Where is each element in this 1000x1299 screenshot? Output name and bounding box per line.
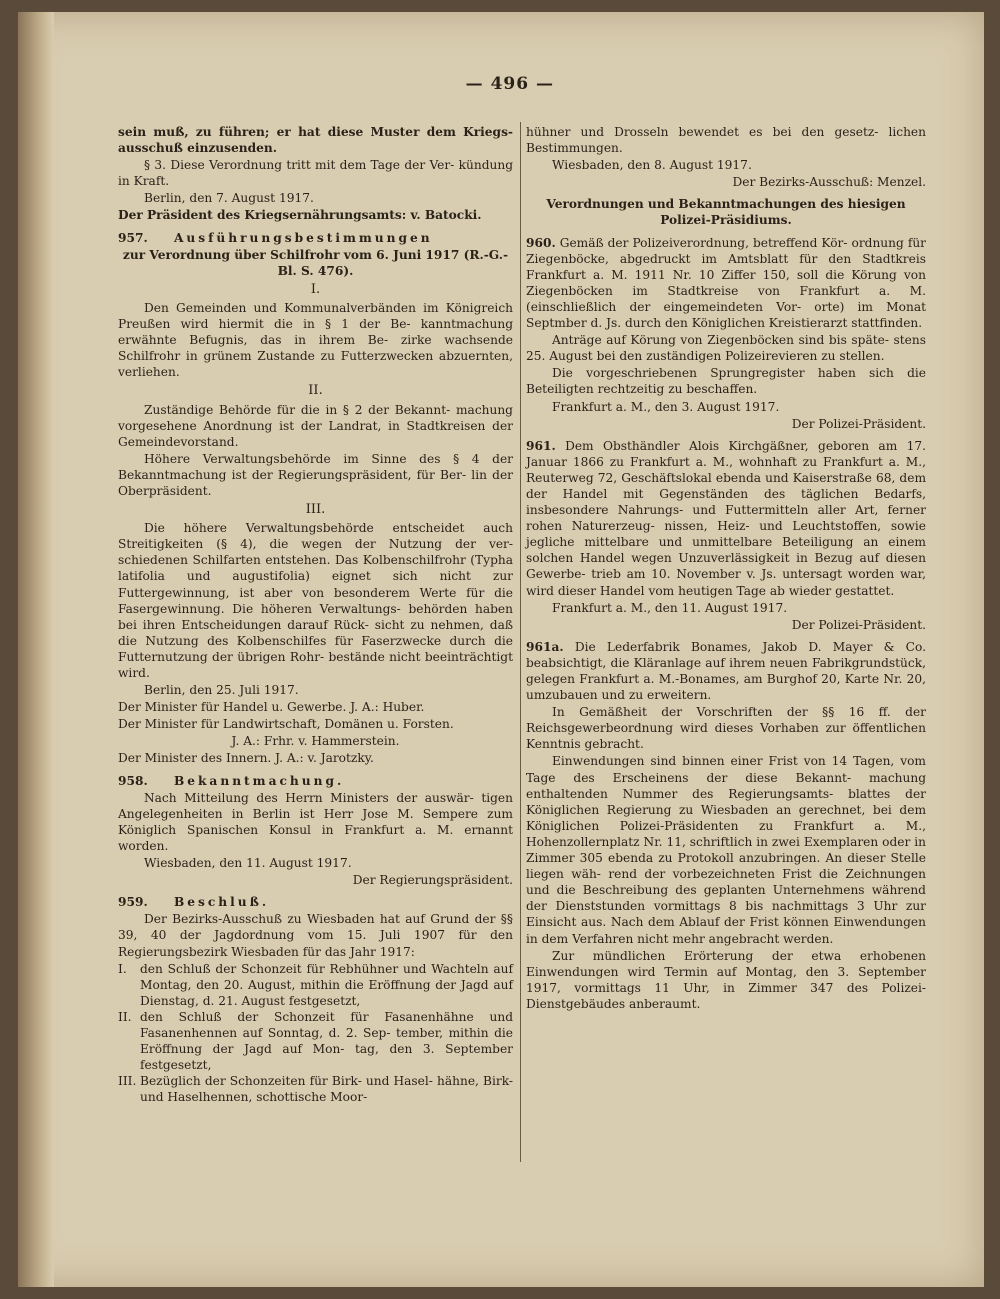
- signature: J. A.: Frhr. v. Hammerstein.: [231, 734, 400, 749]
- list-label: II.: [118, 1009, 132, 1024]
- paragraph: Zur mündlichen Erörterung der etwa erhobenen Einwendungen wird Termin auf Montag, den 3. September 1917, vormittags 11 Uhr, in Zimmer 347 des Polizei-Dienstgebäudes anberaumt.: [526, 948, 926, 1011]
- paragraph: Dem Obsthändler Alois Kirchgäßner, geboren am 17. Januar 1866 zu Frankfurt a. M., wohnhaft zu Frankfurt a. M., Reuterweg 72, Geschäftslokal ebenda und Kaiserstraße 68, dem der Handel mit Gegenständen des täglichen Bedarfs, insbesondere Nahrungs- und Futtermitteln aller Art, ferner rohen Naturerzeug- nissen, Heiz- und Leuchtstoffen, sowie jegliche mittelbare und unmittelbare Beteiligung an einem solchen Handel wegen Unzuverlässigkeit in Bezug auf diesen Gewerbe- trieb am 10. November v. Js. untersagt worden war, wird dieser Handel vom heutigen Tage ab wieder gestattet.: [526, 438, 926, 598]
- paragraph: Gemäß der Polizeiverordnung, betreffend Kör- ordnung für Ziegenböcke, abgedruckt im Amtsblatt für den Stadtkreis Frankfurt a. M. 1911 Nr. 10 Ziffer 150, soll die Körung von Ziegenböcken im Stadtkreise von Frankfurt a. M. (einschließlich der eingemeindeten Vor- orte) im Monat Septmber d. Js. durch den Königlichen Kreistierarzt stattfinden.: [526, 235, 927, 331]
- paragraph: Höhere Verwaltungsbehörde im Sinne des § 4 der Bekanntmachung ist der Regierungspräsident, für Ber- lin der Oberpräsident.: [118, 451, 513, 498]
- left-column: [118, 124, 513, 1105]
- list-text: Bezüglich der Schonzeiten für Birk- und Hasel- hähne, Birk- und Haselhennen, schottische Moor-: [140, 1074, 513, 1105]
- section-957-heading: [118, 230, 513, 246]
- signature: Der Polizei-Präsident.: [791, 416, 926, 431]
- dateline: Frankfurt a. M., den 11. August 1917.: [552, 600, 788, 615]
- section-number: 957.: [118, 230, 148, 245]
- paragraph: In Gemäßheit der Vorschriften der §§ 16 ff. der Reichsgewerbeordnung wird dieses Vorhaben zur öffentlichen Kenntnis gebracht.: [526, 705, 926, 752]
- section-960: [526, 235, 926, 332]
- paragraph: Einwendungen sind binnen einer Frist von 14 Tagen, vom Tage des Erscheinens der diese Bekannt- machung enthaltenden Nummer des Regierungsamts- blattes der Königlichen Regierung zu Wiesbaden an gerechnet, bei dem Königlichen Polizei-Präsidenten zu Frankfurt a. M., Hohenzollernplatz Nr. 11, schriftlich in zwei Exemplaren oder in Zimmer 305 ebenda zu Protokoll anzubringen. An dieser Stelle liegen wäh- rend der vorbezeichneten Frist die Zeichnungen und die Beschreibung des geplanten Unternehmens während der Dienststunden vormittags 8 bis nachmittags 3 Uhr zur Einsicht aus. Nach dem Ablauf der Frist können Einwendungen in dem Verfahren nicht mehr angebracht werden.: [526, 754, 926, 946]
- section-number: 959.: [118, 895, 148, 910]
- dateline: Berlin, den 7. August 1917.: [144, 191, 314, 206]
- section-958-heading: [118, 773, 513, 789]
- list-item: [118, 1073, 513, 1105]
- list-item: [118, 1009, 513, 1073]
- paragraph: Nach Mitteilung des Herrn Ministers der auswär- tigen Angelegenheiten in Berlin ist Herr Jose M. Sempere zum Königlich Spanischen Konsul in Frankfurt a. M. ernannt worden.: [118, 790, 513, 853]
- dateline: Wiesbaden, den 8. August 1917.: [552, 158, 752, 173]
- signature: Der Polizei-Präsident.: [791, 617, 926, 632]
- section-number: 960.: [526, 235, 556, 250]
- paragraph: Die vorgeschriebenen Sprungregister haben sich die Beteiligten rechtzeitig zu beschaffen.: [526, 366, 926, 397]
- paragraph: Die Lederfabrik Bonames, Jakob D. Mayer & Co. beabsichtigt, die Kläranlage auf ihrem neuen Fabrikgrundstück, gelegen Frankfurt a. M.-Bonames, am Burghof 20, Karte Nr. 20, umzubauen und zu erweitern.: [526, 639, 927, 703]
- section-959-heading: [118, 894, 513, 910]
- section-961a: [526, 639, 926, 703]
- dateline: Berlin, den 25. Juli 1917.: [144, 683, 299, 698]
- section-number: 958.: [118, 773, 148, 788]
- section-subtitle: zur Verordnung über Schilfrohr vom 6. Juni 1917 (R.-G.-Bl. S. 476).: [122, 247, 509, 278]
- section-961: [526, 438, 926, 599]
- paragraph: Den Gemeinden und Kommunalverbänden im Königreich Preußen wird hiermit die in § 1 der Be- kanntmachung erwähnte Befugnis, das in ihrem Be- zirke wachsende Schilfrohr in grünem Zustande zu Futterzwecken abzuernten, verliehen.: [118, 300, 513, 380]
- signature: Der Bezirks-Ausschuß: Menzel.: [732, 175, 926, 190]
- roman-numeral: III.: [305, 502, 326, 518]
- column-divider: [520, 122, 521, 1162]
- list-label: III.: [118, 1074, 137, 1089]
- paragraph: Die höhere Verwaltungsbehörde entscheidet auch Streitigkeiten (§ 4), die wegen der Nutzung der ver- schiedenen Schilfarten entstehen. Das Kolbenschilfrohr (Typha latifolia und augustifolia) eignet sich nicht zur Futtergewinnung, ist aber von besonderem Werte für die Fasergewinnung. Die höheren Verwaltungs- behörden haben bei ihren Entscheidungen darauf Rück- sicht zu nehmen, daß die Nutzung des Kolbenschilfes für Faserzwecke durch die Futternutzung der übrigen Rohr- bestände nicht beeinträchtigt wird.: [118, 521, 513, 680]
- signature: Der Minister des Innern. J. A.: v. Jarotzky.: [118, 751, 374, 766]
- section-title: Bekanntmachung.: [173, 773, 345, 788]
- list-item: [118, 961, 513, 1009]
- paragraph: Zuständige Behörde für die in § 2 der Bekannt- machung vorgesehene Anordnung ist der Landrat, in Stadtkreisen der Gemeindevorstand.: [118, 402, 513, 449]
- paragraph: Anträge auf Körung von Ziegenböcken sind bis späte- stens 25. August bei den zuständigen Polizeirevieren zu stellen.: [526, 333, 926, 364]
- document-page: [18, 12, 984, 1287]
- paragraph: § 3. Diese Verordnung tritt mit dem Tage der Ver- kündung in Kraft.: [118, 158, 513, 189]
- right-column: [526, 124, 926, 1013]
- roman-numeral: I.: [310, 281, 321, 297]
- signature: Der Minister für Landwirtschaft, Domänen u. Forsten.: [118, 717, 454, 732]
- paragraph: hühner und Drosseln bewendet es bei den gesetz- lichen Bestimmungen.: [526, 125, 926, 156]
- signature: Der Regierungspräsident.: [352, 873, 513, 888]
- section-title: Ausführungsbestimmungen: [173, 230, 433, 245]
- dateline: Wiesbaden, den 11. August 1917.: [144, 856, 352, 871]
- signature: Der Präsident des Kriegsernährungsamts: v. Batocki.: [118, 208, 482, 223]
- page-gutter: [18, 12, 54, 1287]
- signature: Der Minister für Handel u. Gewerbe. J. A.: Huber.: [118, 700, 425, 715]
- list-label: I.: [118, 961, 127, 976]
- page-number: — 496 —: [465, 74, 554, 94]
- list-text: den Schluß der Schonzeit für Fasanenhähne und Fasanenhennen auf Sonntag, d. 2. Sep- tember, mithin die Eröffnung der Jagd auf Mon- tag, den 3. September festgesetzt,: [140, 1009, 513, 1073]
- section-number: 961.: [526, 438, 556, 453]
- dateline: Frankfurt a. M., den 3. August 1917.: [552, 399, 780, 414]
- section-number: 961a.: [526, 639, 564, 654]
- paragraph: Der Bezirks-Ausschuß zu Wiesbaden hat auf Grund der §§ 39, 40 der Jagdordnung vom 15. Juli 1907 für den Regierungsbezirk Wiesbaden für das Jahr 1917:: [118, 912, 513, 959]
- list-text: den Schluß der Schonzeit für Rebhühner und Wachteln auf Montag, den 20. August, mithin die Eröffnung der Jagd auf Dienstag, d. 21. August festgesetzt,: [140, 961, 513, 1008]
- section-title: Beschluß.: [173, 895, 270, 910]
- section-heading: Verordnungen und Bekanntmachungen des hiesigen Polizei-Präsidiums.: [546, 197, 906, 228]
- paragraph: sein muß, zu führen; er hat diese Muster dem Kriegs- ausschuß einzusenden.: [118, 125, 513, 156]
- roman-numeral: II.: [308, 383, 323, 399]
